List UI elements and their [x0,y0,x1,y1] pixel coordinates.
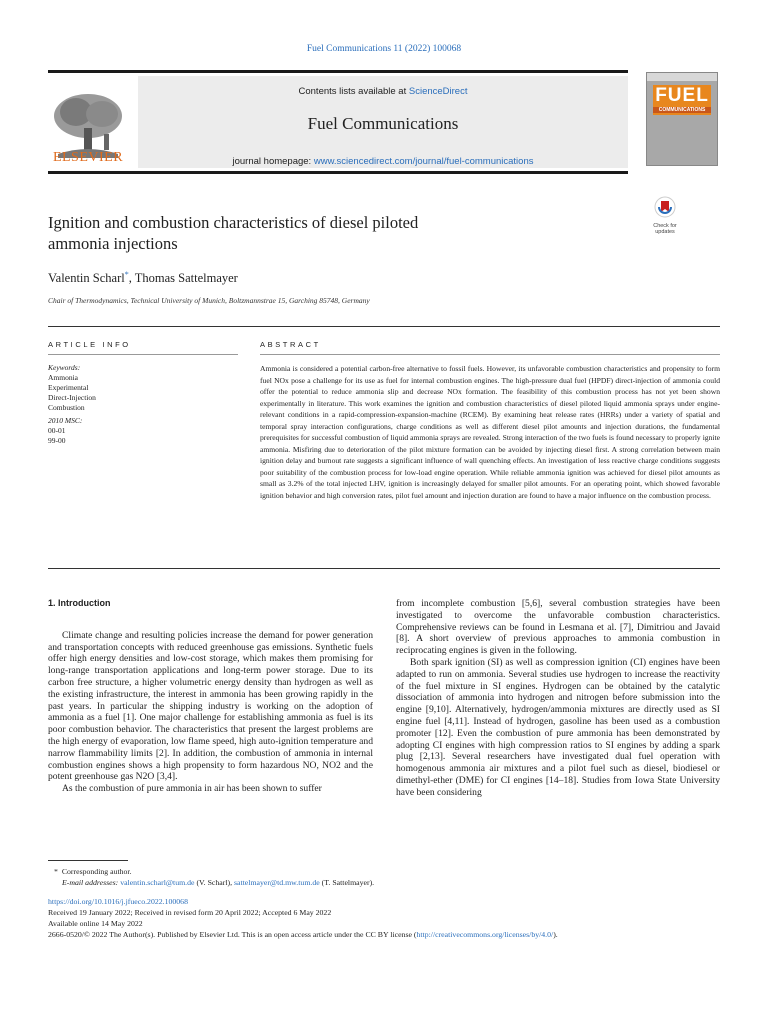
body-column-right [396,598,720,799]
journal-homepage-line [138,156,628,167]
email-link-sattelmayer[interactable]: sattelmayer@td.mw.tum.de [233,878,320,887]
check-for-updates-button[interactable] [647,196,683,235]
body-paragraph: As the combustion of pure ammonia in air has been shown to suffer [62,783,322,795]
abstract-divider [48,568,720,569]
footnote-star-icon: * [54,867,58,876]
masthead-top-rule [48,70,628,73]
email-link-scharl[interactable]: valentin.scharl@tum.de [120,878,195,887]
footnotes [48,866,738,940]
keywords-block [48,363,238,446]
license-suffix: ). [553,930,558,939]
body-paragraph: from incomplete combustion [5,6], several combustion strategies have been investigated to overcome the unfavorable combustion characteristics. Comprehensive reviews can be found in Lesmana et al. [7], Dimitriou and Javaid [8]. A short overview of previous approaches to ammonia combustion in reciprocating engines is given in the following. [396,598,720,657]
homepage-label: journal homepage: [232,156,314,167]
author-sattelmayer[interactable]: Thomas Sattelmayer [134,271,238,286]
cover-subtitle: COMMUNICATIONS [653,107,711,113]
publisher-name: ELSEVIER [52,150,124,165]
sciencedirect-link[interactable]: ScienceDirect [408,86,468,97]
check-updates-label: Check for updates [653,223,677,235]
masthead-banner [138,76,628,168]
email-name-scharl: (V. Scharl), [194,878,234,887]
msc-item: 00-01 [48,426,66,435]
body-column-left [48,598,373,795]
body-paragraph: Climate change and resulting policies increase the demand for power generation and transportation concepts with reduced greenhouse gas emissions. Synthetic fuels offer high energy densities and low-cost storage, which makes them promising for long-range transportation applications and long-term power storage. Due to its carbon free structure, a higher volumetric energy density than hydrogen as well as the existing infrastructure, the interest in ammonia has been growing rapidly in the past years. In particular the shipping industry is working on the adoption of ammonia as a fuel [1]. One major challenge for establishing ammonia as fuel is its poor combustion behavior. The characteristics that present the largest problems are the high energy of evaporation, low flame speed, high auto-ignition temperature and narrow flammability limits [2]. In addition, the combustion of ammonia in internal combustion engines shows a high propensity to form hazardous NO, NO2 and the potent greenhouse gas N2O [3,4]. [48,629,373,783]
journal-cover-thumbnail[interactable] [646,72,718,166]
abstract [260,340,720,501]
corresponding-text: Corresponding author. [61,867,132,876]
email-line [48,877,738,888]
masthead-bottom-rule [48,171,628,174]
body-paragraph: Both spark ignition (SI) as well as compression ignition (CI) engines have been adapted to run on ammonia. Several studies use hydrogen to increase the reactivity of the fuel mixture in SI engines. Hydrogen can be obtained by the catalytic dissociation of ammonia into hydrogen and nitrogen before submission into the engine [9,10]. Alternatively, hydrogen/ammonia mixtures are directly used as SI engine fuel [4,11]. Instead of hydrogen, gasoline has been used as a combustion promoter [12]. Even the combustion of pure ammonia has been demonstrated by adopting CI engines with high compression ratios to SI engines by adding a spark plug [2,13]. Several researchers have investigated dual fuel operation with homogenous ammonia air mixtures and a pilot fuel such as diesel, biodiesel or dimethyl-ether (DME) for CI engines [14–18]. Studies from Iowa State University have been considering [396,656,720,798]
corresponding-author-star-icon[interactable]: * [124,270,129,279]
article-info-heading: ARTICLE INFO [48,340,131,349]
license-prefix: 2666-0520/© 2022 The Author(s). Published by Elsevier Ltd. This is an open access article under the CC BY license ( [48,930,417,939]
footnote-rule [48,860,128,861]
journal-reference[interactable]: Fuel Communications 11 (2022) 100068 [306,44,462,54]
journal-masthead [48,70,628,174]
author-scharl[interactable]: Valentin Scharl [48,271,125,286]
abstract-rule [260,354,720,355]
cover-logo [653,85,711,115]
cover-top-band [647,73,717,81]
keyword-item: Experimental [48,383,89,392]
article-title [48,212,608,254]
article-info-rule [48,354,238,355]
online-date: Available online 14 May 2022 [48,919,143,928]
corresponding-note [48,866,738,877]
keywords-label: Keywords: [48,363,81,372]
journal-name: Fuel Communications [307,114,459,133]
contents-prefix: Contents lists available at [298,86,409,97]
email-name-sattelmayer: (T. Sattelmayer). [319,878,375,887]
homepage-link[interactable]: www.sciencedirect.com/journal/fuel-communications [313,156,534,167]
author-list [48,270,238,286]
article-info [48,340,238,446]
license-line [48,929,738,940]
abstract-heading: ABSTRACT [260,340,321,349]
keyword-item: Combustion [48,403,85,412]
keyword-item: Ammonia [48,373,78,382]
doi-link[interactable]: https://doi.org/10.1016/j.jfueco.2022.100068 [48,897,188,906]
license-link[interactable]: http://creativecommons.org/licenses/by/4.0/ [416,930,554,939]
affiliation: Chair of Thermodynamics, Technical University of Munich, Boltzmannstrae 15, Garching 85748, Germany [48,296,370,305]
title-line-2: ammonia injections [48,234,178,253]
title-line-1: Ignition and combustion characteristics of diesel piloted [48,213,419,232]
check-updates-icon [654,196,676,218]
header-divider [48,326,720,327]
section-heading-introduction: 1. Introduction [48,598,111,608]
contents-line [138,86,628,97]
keyword-item: Direct-Injection [48,393,96,402]
received-dates: Received 19 January 2022; Received in revised form 20 April 2022; Accepted 6 May 2022 [48,908,332,917]
author-separator: , [128,271,135,286]
msc-item: 99-00 [48,436,66,445]
msc-label: 2010 MSC: [48,416,83,425]
cover-logo-text: FUEL [655,85,709,106]
abstract-text: Ammonia is considered a potential carbon-free alternative to fossil fuels. However, its unfavorable combustion characteristics and propensity to form fuel NOx pose a challenge for its use as fuel for internal combustion engines. The high-pressure dual fuel (HPDF) direct-injection of ammonia could offer the potential to reduce ammonia slip and decrease NOx formation. The feasibility of this combustion process has not yet been shown experimentally in literature. This work examines the ignition and combustion characteristics of diesel piloted liquid ammonia sprays under engine-relevant conditions in a rapid-compression-expansion-machine (RCEM). By examining heat release rates (HRRs) under a variety of spatial and temporal spray interaction configurations, charge conditions as well as different diesel pilot amounts and injection durations, the fundamental prerequisites for successful combustion of liquid ammonia sprays are revealed. Strong interaction of the two fuels is found necessary to properly ignite ammonia. Misfiring due to deterioration of the pilot mixture formation can be avoided by injecting diesel first. A strong correlation between main ignition delay and burnout rate suggests a significant influence of wall quenching effects. An investigation of less reactive charge conditions suggests poor suitability of the combustion process for low-load engine operation. While reliable ammonia ignition was achieved for diesel pilot amounts as small as 3.2% of the total injected LHV, ignition is increasingly delayed for smaller pilot amounts. For an operating point, which showed favorable ignition behavior and high conversion rates, pilot fuel amount and injection duration are found to have a major influence on the combustion process. [260,364,720,500]
email-label: E-mail addresses: [62,878,119,887]
